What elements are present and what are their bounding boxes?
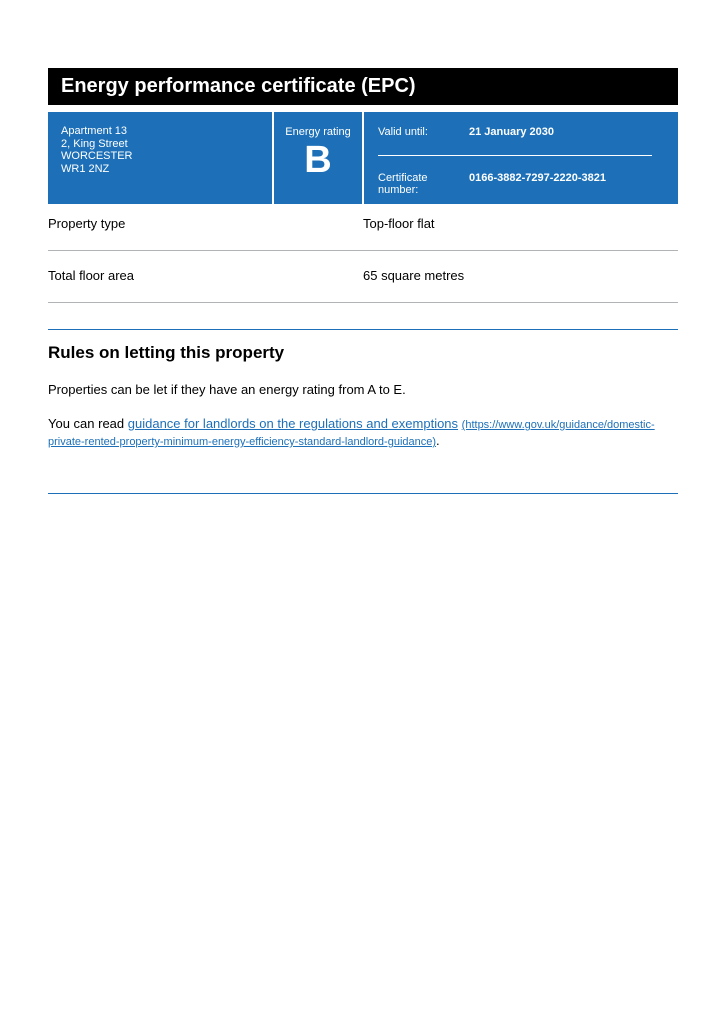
floor-area-row xyxy=(48,264,678,303)
floor-area-value: 65 square metres xyxy=(363,268,465,283)
guidance-url[interactable]: (https://www.gov.uk/guidance/domestic-private-rented-property-minimum-energy-efficiency-standard-landlord-guidance) xyxy=(48,419,655,448)
address-line-4: WR1 2NZ xyxy=(61,162,110,175)
property-type-row xyxy=(48,212,678,251)
property-type-label: Property type xyxy=(48,216,126,231)
letting-rules-heading: Rules on letting this property xyxy=(48,343,285,362)
section-divider-bottom xyxy=(48,493,678,494)
letting-rules-text: Properties can be let if they have an energy rating from A to E. xyxy=(48,382,406,397)
address-line-3: WORCESTER xyxy=(61,150,133,162)
property-type-value: Top-floor flat xyxy=(363,216,435,231)
validity-divider xyxy=(378,155,652,156)
section-divider-top xyxy=(48,329,678,330)
energy-rating-box xyxy=(274,112,362,204)
certificate-number-label: Certificate number: xyxy=(378,172,428,196)
energy-rating-label: Energy rating xyxy=(285,126,351,138)
guidance-prefix: You can read xyxy=(48,416,128,431)
guidance-link[interactable]: guidance for landlords on the regulations and exemptions xyxy=(127,416,459,431)
certificate-summary-band xyxy=(48,112,678,204)
address-line-1: Apartment 13 xyxy=(61,125,128,137)
floor-area-label: Total floor area xyxy=(48,268,134,283)
valid-until-label: Valid until: xyxy=(378,126,428,138)
energy-rating-grade: B xyxy=(304,139,332,181)
guidance-paragraph xyxy=(48,416,658,450)
address-line-2: 2, King Street xyxy=(61,137,128,150)
guidance-suffix: . xyxy=(436,433,440,448)
certificate-number-value: 0166-3882-7297-2220-3821 xyxy=(469,172,607,184)
certificate-validity xyxy=(364,112,678,204)
valid-until-value: 21 January 2030 xyxy=(469,126,555,138)
page-title: Energy performance certificate (EPC) xyxy=(48,68,678,105)
property-address xyxy=(48,112,272,204)
